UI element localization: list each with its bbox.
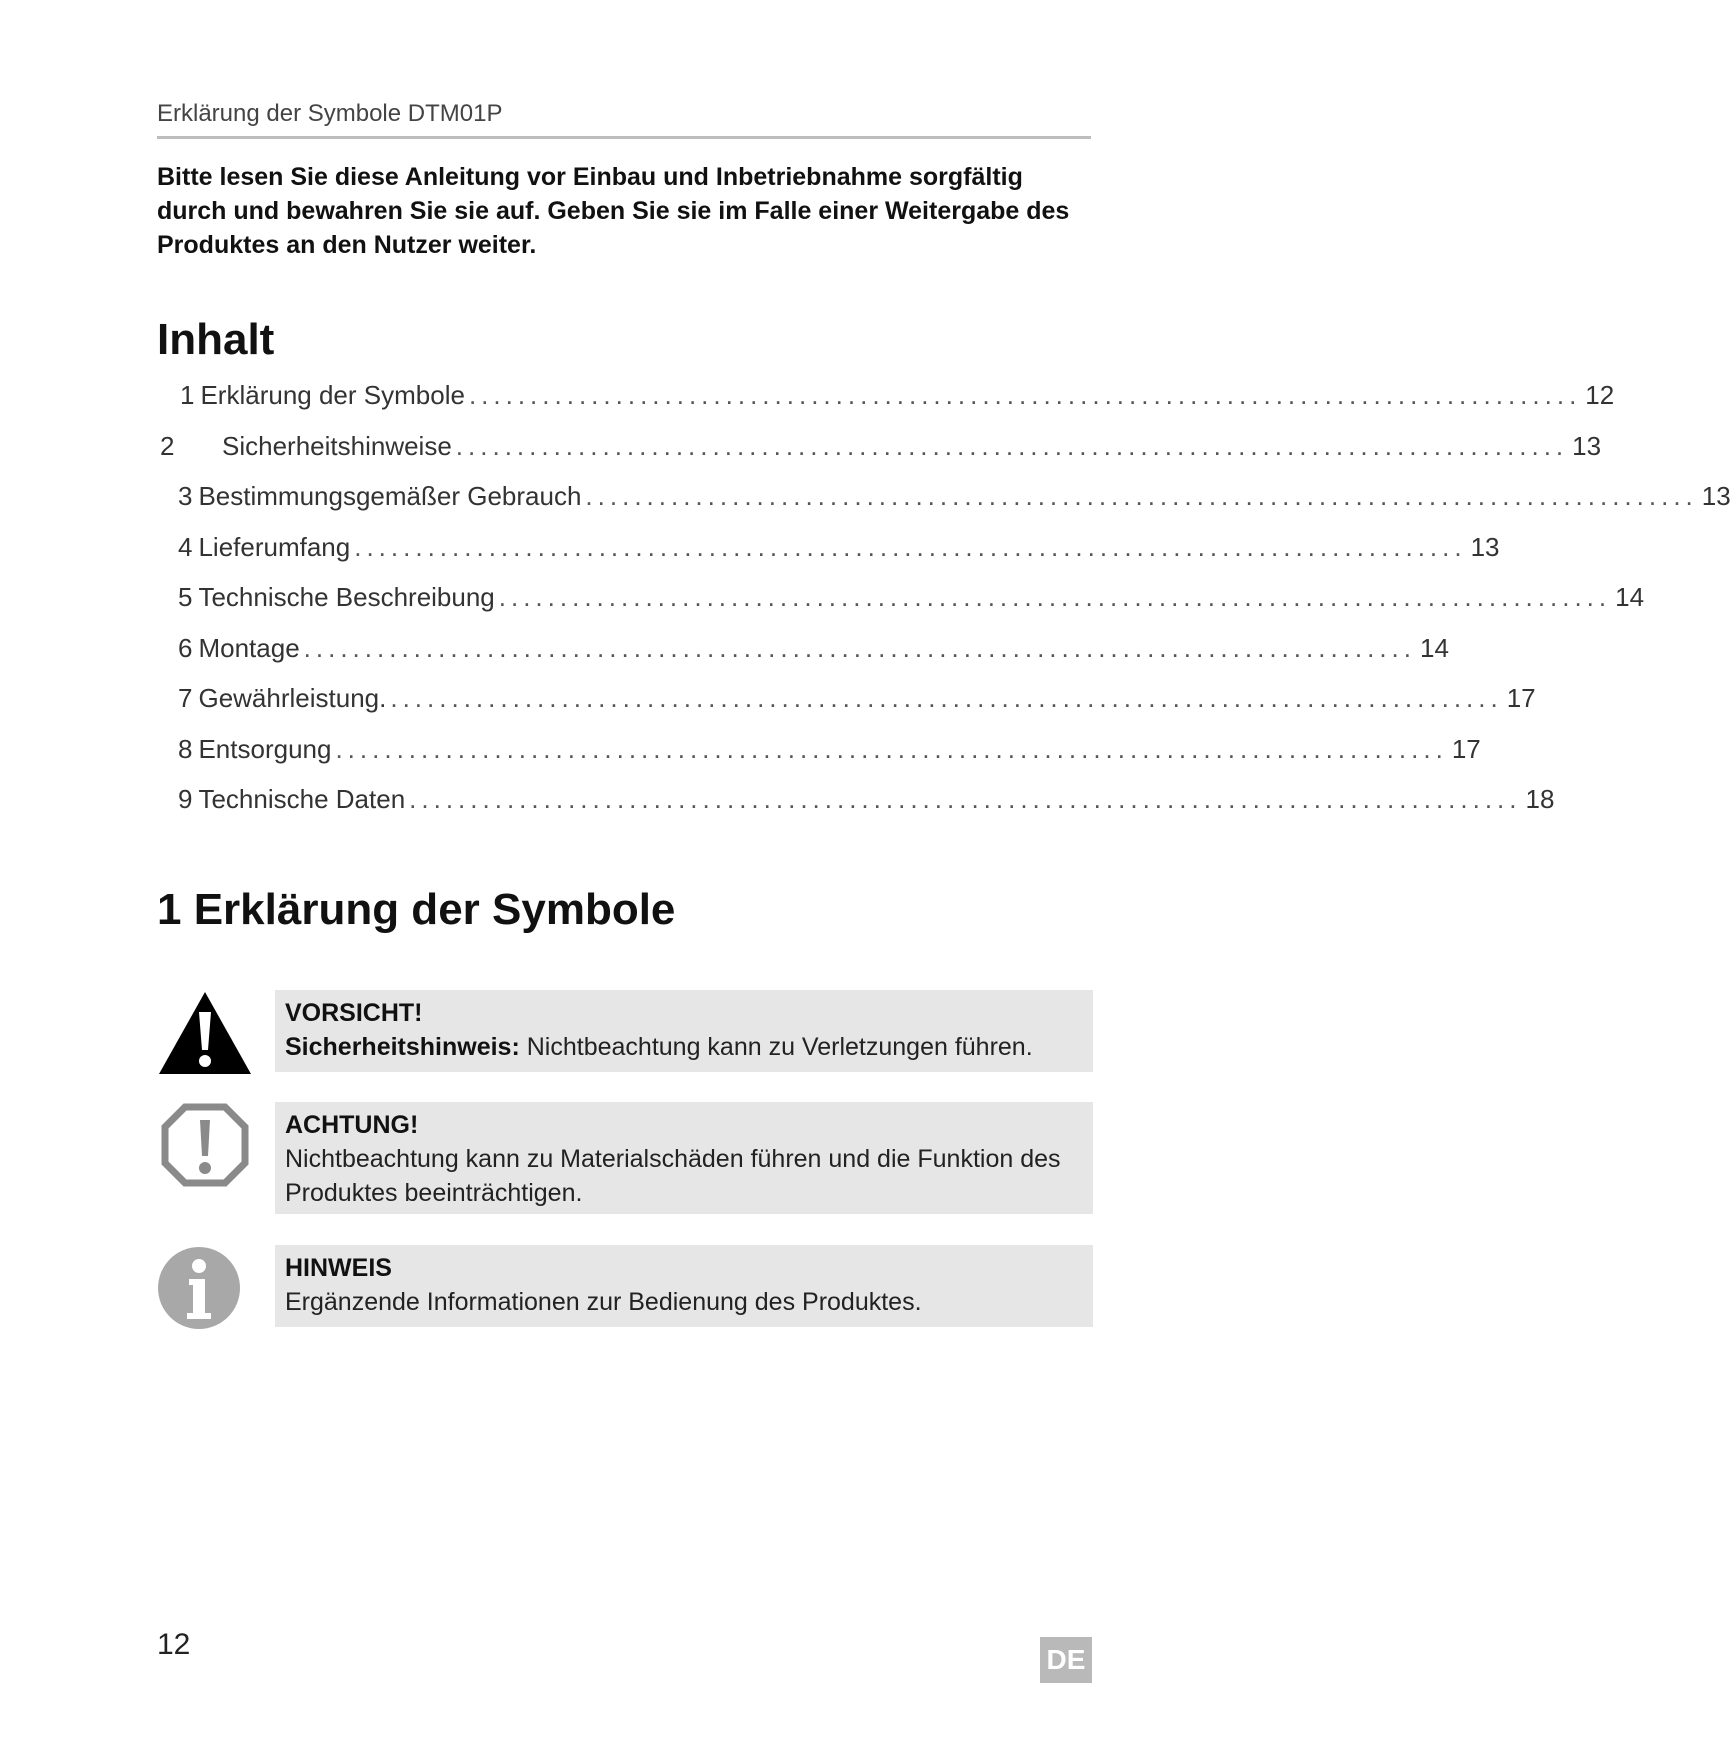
toc-entry[interactable] xyxy=(160,430,1602,482)
page-number: 12 xyxy=(157,1628,191,1661)
toc-entry-page: 17 xyxy=(1506,683,1536,713)
toc-entry[interactable] xyxy=(178,683,1536,734)
toc-leader-dots: ........................................................................................... xyxy=(468,380,1582,410)
toc-title: Inhalt xyxy=(157,315,275,364)
notice-box xyxy=(275,1102,1093,1214)
toc-entry-page: 18 xyxy=(1525,784,1555,814)
intro-notice: Bitte lesen Sie diese Anleitung vor Einbau und Inbetriebnahme sorgfältig durch und bewahren Sie sie auf. Geben Sie sie im Falle einer Weitergabe des Produktes an den Nutzer weiter. xyxy=(157,163,1070,259)
toc-entry[interactable] xyxy=(178,632,1449,684)
toc-entry-label: Montage xyxy=(198,632,300,663)
language-badge: DE xyxy=(1040,1637,1092,1683)
notice-text: Nichtbeachtung kann zu Materialschäden führen und die Funktion des Produktes beeinträchtigen. xyxy=(285,1145,1061,1207)
toc-entry-page: 17 xyxy=(1451,733,1481,764)
toc-entry-page: 14 xyxy=(1615,582,1645,612)
toc-entry-label: Erklärung der Symbole xyxy=(200,380,465,410)
toc-entry[interactable] xyxy=(178,481,1731,532)
notice-body xyxy=(285,1142,1083,1210)
toc-entry-label: Entsorgung xyxy=(198,733,332,764)
toc-entry-label: Gewährleistung. xyxy=(198,683,387,713)
notice-title: VORSICHT! xyxy=(285,999,423,1027)
toc-entry[interactable] xyxy=(178,733,1481,785)
notice-title: HINWEIS xyxy=(285,1254,392,1282)
toc-entry-page: 13 xyxy=(1470,531,1500,562)
toc-entry-label: Bestimmungsgemäßer Gebrauch xyxy=(198,481,582,511)
toc-entry[interactable] xyxy=(178,784,1555,835)
toc-entry-label: Technische Daten xyxy=(198,784,406,814)
toc-entry-number: 9 xyxy=(178,784,193,814)
toc-entry-label: Technische Beschreibung xyxy=(198,582,495,612)
toc-entry-page: 13 xyxy=(1572,430,1602,461)
attention-octagon-icon xyxy=(157,1102,253,1188)
toc-entry-number: 4 xyxy=(178,531,193,562)
toc-leader-dots: ........................................................................................... xyxy=(498,582,1612,612)
notice-body xyxy=(285,1030,1083,1064)
toc-entry-number: 1 xyxy=(180,380,195,410)
toc-leader-dots: ........................................................................................... xyxy=(335,733,1448,764)
running-header: Erklärung der Symbole DTM01P xyxy=(157,100,1091,139)
toc-entry[interactable] xyxy=(178,582,1645,633)
toc-entry-number: 2 xyxy=(160,430,175,461)
warning-triangle-icon xyxy=(157,990,253,1076)
notice-box xyxy=(275,1245,1093,1327)
toc-entry-page: 13 xyxy=(1701,481,1731,511)
toc-entry-number: 8 xyxy=(178,733,193,764)
toc-entry-number: 6 xyxy=(178,632,193,663)
toc-leader-dots: ........................................................................................... xyxy=(354,531,1467,562)
toc-entry-label: Sicherheitshinweise xyxy=(222,430,452,461)
toc-entry-page: 14 xyxy=(1420,632,1449,663)
notice-lead: Sicherheitshinweis: xyxy=(285,1033,520,1061)
toc-entry-number: 3 xyxy=(178,481,193,511)
notice-title: ACHTUNG! xyxy=(285,1111,419,1139)
toc-leader-dots: ........................................................................................... xyxy=(303,632,1417,663)
toc-leader-dots: ........................................................................................... xyxy=(390,683,1503,713)
toc-entry[interactable] xyxy=(180,380,1615,431)
notice-text: Nichtbeachtung kann zu Verletzungen führen. xyxy=(519,1033,1033,1061)
table-of-contents xyxy=(160,380,1731,835)
notice-box xyxy=(275,990,1093,1072)
notice-body xyxy=(285,1285,1083,1319)
info-circle-icon xyxy=(157,1245,253,1331)
section-title: 1 Erklärung der Symbole xyxy=(157,885,676,934)
toc-entry-page: 12 xyxy=(1585,380,1615,410)
toc-leader-dots: ........................................................................................... xyxy=(409,784,1522,814)
toc-entry-number: 5 xyxy=(178,582,193,612)
toc-entry[interactable] xyxy=(178,531,1500,583)
toc-entry-number: 7 xyxy=(178,683,193,713)
notice-text: Ergänzende Informationen zur Bedienung des Produktes. xyxy=(285,1288,922,1316)
toc-entry-label: Lieferumfang xyxy=(198,531,351,562)
toc-leader-dots: ........................................................................................... xyxy=(585,481,1698,511)
toc-leader-dots: ........................................................................................... xyxy=(455,430,1569,461)
